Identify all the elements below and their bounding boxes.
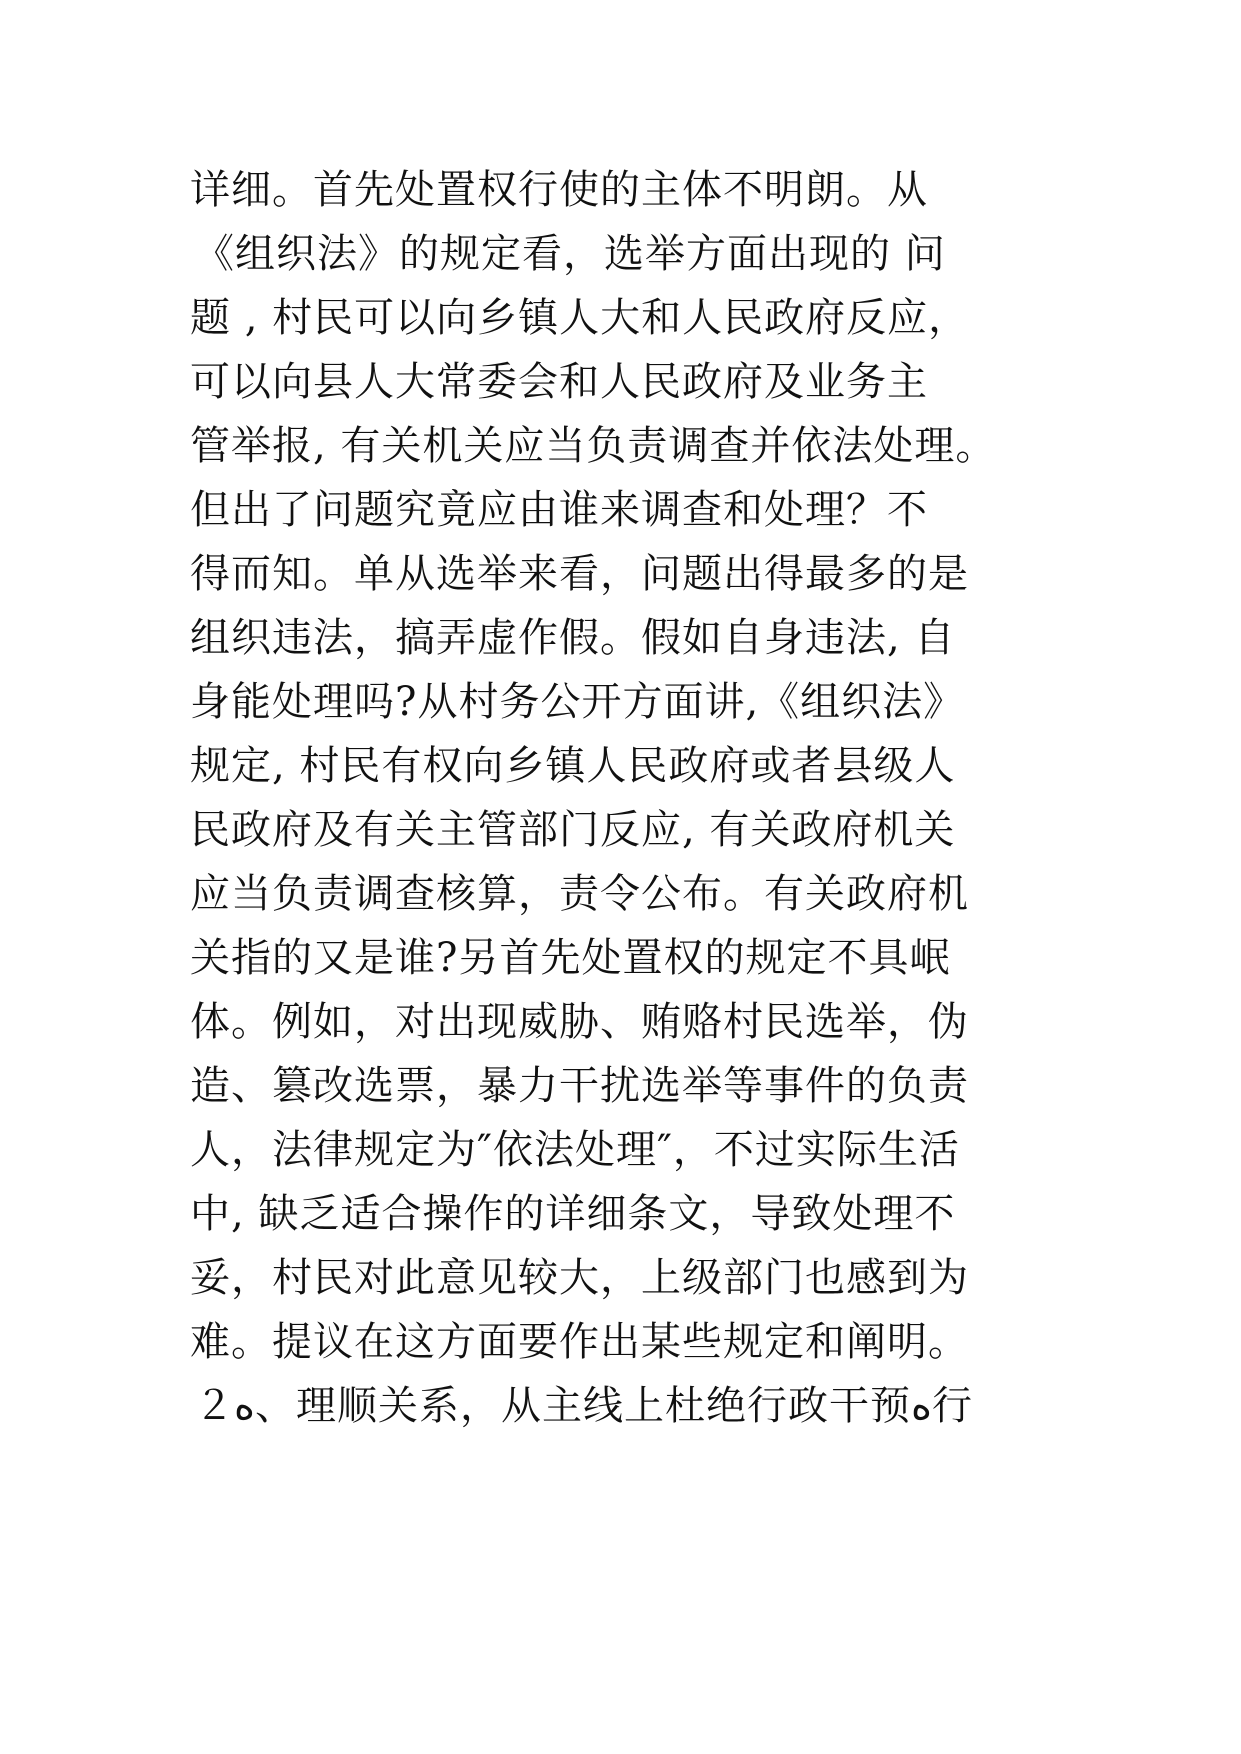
- text-line: 《组织法》的规定看，选举方面出现的 问: [194, 231, 946, 277]
- text-line: 关指的又是谁?另首先处置权的规定不具岷: [190, 935, 951, 981]
- text-line: ２ه、理顺关系，从主线上杜绝行政干预ه行: [194, 1383, 973, 1429]
- body-text: [190, 158, 1090, 1438]
- text-line: 可以向县人大常委会和人民政府及业务主: [190, 359, 928, 405]
- text-line: 民政府及有关主管部门反应, 有关政府机关: [190, 807, 956, 853]
- text-line: 身能处理吗?从村务公开方面讲,《组织法》: [190, 679, 965, 725]
- text-line: 详细。首先处置权行使的主体不明朗。从: [190, 167, 928, 213]
- text-line: 规定, 村民有权向乡镇人民政府或者县级人: [190, 743, 956, 789]
- text-line: 难。提议在这方面要作出某些规定和阐明。: [190, 1319, 969, 1365]
- text-line: 造、篡改选票，暴力干扰选举等事件的负责: [190, 1063, 969, 1109]
- text-line: 组织违法，搞弄虚作假。假如自身违法, 自: [190, 615, 956, 661]
- text-line: 得而知。单从选举来看，问题出得最多的是: [190, 551, 969, 597]
- text-line: 妥，村民对此意见较大，上级部门也感到为: [190, 1255, 969, 1301]
- text-line: 应当负责调查核算，责令公布。有关政府机: [190, 871, 969, 917]
- text-line: 中, 缺乏适合操作的详细条文，导致处理不: [190, 1191, 956, 1237]
- text-line: 管举报, 有关机关应当负责调查并依法处理。: [190, 423, 997, 469]
- text-line: 题 , 村民可以向乡镇人大和人民政府反应，: [190, 295, 970, 341]
- text-line: 体。例如，对出现威胁、贿赂村民选举，伪: [190, 999, 969, 1045]
- text-line: 人，法律规定为″依法处理″，不过实际生活: [190, 1127, 960, 1173]
- text-line: 但出了问题究竟应由谁来调查和处理？不: [190, 487, 928, 533]
